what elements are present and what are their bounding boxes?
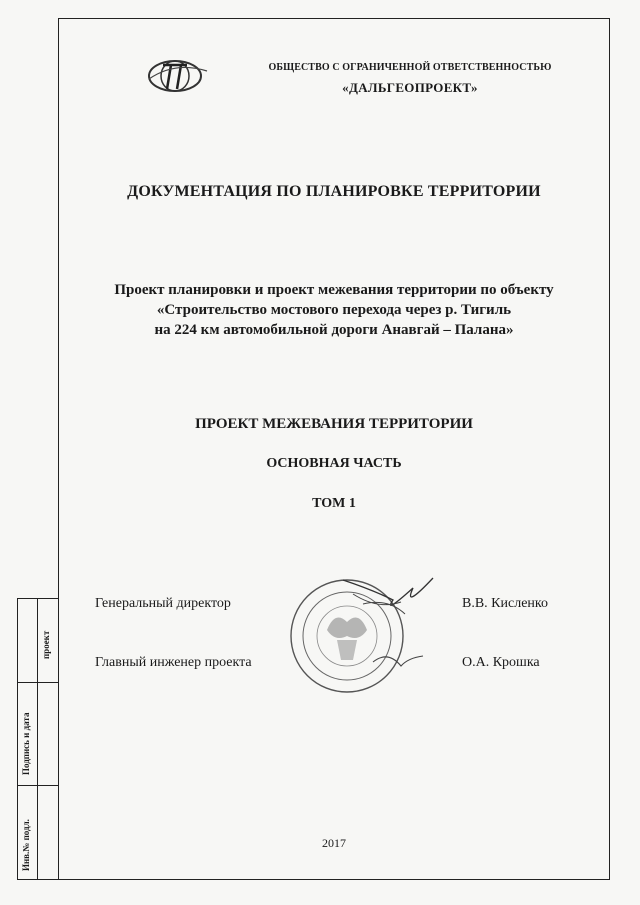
signature-name-director: В.В. Кисленко (462, 596, 549, 611)
project-line-1: Проект планировки и проект межевания территории по объекту (114, 282, 554, 298)
signature-name-chief-engineer: О.А. Крошка (462, 655, 540, 670)
side-project-label: проект (41, 630, 51, 659)
side-block-divider (37, 599, 38, 879)
signature-date-label: Подпись и дата (21, 712, 31, 775)
section-title: ПРОЕКТ МЕЖЕВАНИЯ ТЕРРИТОРИИ (195, 416, 473, 432)
document-title: ДОКУМЕНТАЦИЯ ПО ПЛАНИРОВКЕ ТЕРРИТОРИИ (127, 183, 541, 200)
part-title: ОСНОВНАЯ ЧАСТЬ (266, 456, 402, 471)
inventory-number-label: Инв.№ подл. (21, 819, 31, 871)
company-logo-icon (143, 55, 213, 95)
project-line-3: на 224 км автомобильной дороги Анавгай – Палана» (154, 322, 514, 338)
page-frame (58, 18, 610, 880)
signature-role-director: Генеральный директор (95, 596, 231, 611)
organization-line1: ОБЩЕСТВО С ОГРАНИЧЕННОЙ ОТВЕТСТВЕННОСТЬЮ (268, 62, 552, 73)
side-block-row-divider (18, 785, 58, 786)
project-description (58, 280, 610, 340)
organization-name: «ДАЛЬГЕОПРОЕКТ» (342, 80, 478, 95)
side-block-row-divider (18, 682, 58, 683)
document-year: 2017 (322, 836, 346, 850)
company-seal-stamp (283, 570, 443, 700)
signature-role-chief-engineer: Главный инженер проекта (95, 655, 252, 670)
side-approval-block (17, 598, 58, 880)
project-line-2: «Строительство мостового перехода через р. Тигиль (156, 302, 512, 318)
volume-title: ТОМ 1 (312, 496, 356, 511)
